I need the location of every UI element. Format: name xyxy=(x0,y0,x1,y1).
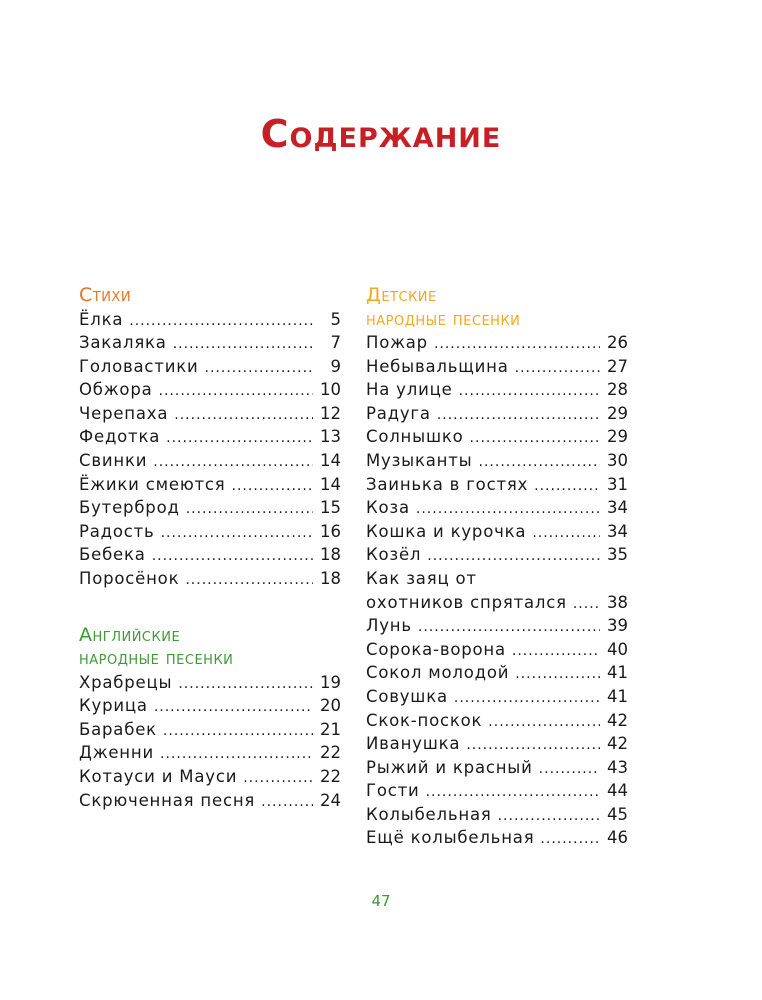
entry-page: 15 xyxy=(320,498,341,518)
toc-entry[interactable] xyxy=(79,741,341,765)
toc-entry[interactable] xyxy=(79,718,341,742)
toc-entry[interactable] xyxy=(79,402,341,426)
entry-page: 13 xyxy=(320,427,341,447)
dot-leader xyxy=(178,673,313,697)
entry-page: 19 xyxy=(320,672,341,692)
entry-page: 26 xyxy=(607,333,628,352)
toc-entry[interactable] xyxy=(79,449,341,473)
entry-title: охотников спрятался xyxy=(366,592,567,612)
toc-entry[interactable] xyxy=(79,308,341,332)
entry-title: Кошка и курочка xyxy=(366,521,527,541)
entry-title: Дженни xyxy=(79,743,155,763)
dot-leader xyxy=(186,498,313,522)
dot-leader xyxy=(159,380,313,404)
entry-title: Заинька в гостях xyxy=(366,474,529,494)
dot-leader xyxy=(416,498,600,522)
entry-page: 29 xyxy=(607,403,628,423)
entry-page: 35 xyxy=(607,545,628,565)
dot-leader xyxy=(434,333,600,357)
entry-title: Обжора xyxy=(79,380,153,400)
dot-leader xyxy=(466,734,600,758)
dot-leader xyxy=(437,404,600,428)
toc-entry[interactable] xyxy=(366,449,628,473)
toc-entry[interactable] xyxy=(79,671,341,695)
section-title-line: народные песенки xyxy=(366,307,521,330)
entry-title: Ещё колыбельная xyxy=(366,828,535,848)
toc-entry[interactable] xyxy=(366,473,628,497)
section-title-line: народные песенки xyxy=(79,647,234,670)
entry-page: 20 xyxy=(320,696,341,716)
entry-page: 38 xyxy=(607,592,628,612)
toc-entry[interactable] xyxy=(366,661,628,685)
section-title-english-songs xyxy=(79,624,341,671)
entry-title: Сорока-ворона xyxy=(366,639,506,659)
page-number: 47 xyxy=(371,892,391,910)
entry-title: Ёлка xyxy=(79,309,124,329)
entry-title: На улице xyxy=(366,380,453,400)
toc-entry[interactable] xyxy=(366,355,628,379)
dot-leader xyxy=(152,545,313,569)
dot-leader xyxy=(426,781,600,805)
toc-entry[interactable] xyxy=(79,355,341,379)
entry-title: Лунь xyxy=(366,616,412,636)
entry-title: Храбрецы xyxy=(79,672,173,692)
dot-leader xyxy=(163,720,313,744)
entry-page: 21 xyxy=(320,719,341,739)
entry-page: 10 xyxy=(320,380,341,400)
toc-entry[interactable] xyxy=(366,826,628,850)
dot-leader xyxy=(515,663,600,687)
toc-entry[interactable] xyxy=(79,331,341,355)
dot-leader xyxy=(540,828,600,852)
dot-leader xyxy=(515,357,600,381)
dot-leader xyxy=(573,593,600,617)
dot-leader xyxy=(205,357,313,381)
dot-leader xyxy=(479,451,600,475)
dot-leader xyxy=(454,687,600,711)
dot-leader xyxy=(488,711,600,735)
dot-leader xyxy=(470,427,600,451)
entry-title: Закаляка xyxy=(79,333,167,353)
toc-entry[interactable] xyxy=(366,496,628,520)
entry-page: 12 xyxy=(320,403,341,423)
toc-entry[interactable] xyxy=(366,520,628,544)
dot-leader xyxy=(129,310,313,334)
entry-page: 42 xyxy=(607,734,628,754)
toc-entry[interactable] xyxy=(366,732,628,756)
toc-entry[interactable] xyxy=(366,402,628,426)
entry-title: Пожар xyxy=(366,333,428,352)
entry-title: Как заяц от xyxy=(366,568,477,588)
toc-entry[interactable] xyxy=(79,378,341,402)
entry-title: Свинки xyxy=(79,451,148,471)
toc-entry[interactable] xyxy=(79,789,341,813)
toc-list-english-songs xyxy=(79,671,341,813)
section-title-line: Английские xyxy=(79,623,181,646)
dot-leader xyxy=(459,380,600,404)
dot-leader xyxy=(261,791,313,815)
entry-page: 22 xyxy=(320,767,341,786)
entry-page: 9 xyxy=(330,356,341,376)
toc-list-russian-songs xyxy=(366,331,628,850)
toc-left-column xyxy=(79,284,341,812)
entry-page: 5 xyxy=(330,309,341,329)
toc-entry[interactable] xyxy=(79,543,341,567)
toc-entry[interactable] xyxy=(366,378,628,402)
dot-leader xyxy=(185,569,313,593)
dot-leader xyxy=(534,475,600,499)
entry-title: Котауси и Мауси xyxy=(79,767,238,786)
entry-page: 18 xyxy=(320,569,341,589)
toc-entry[interactable] xyxy=(366,638,628,662)
entry-page: 27 xyxy=(607,356,628,376)
dot-leader xyxy=(512,640,600,664)
entry-page: 16 xyxy=(320,521,341,541)
entry-page: 7 xyxy=(330,333,341,353)
dot-leader xyxy=(232,475,313,499)
dot-leader xyxy=(160,743,313,767)
dot-leader xyxy=(153,451,313,475)
section-title-russian-songs xyxy=(366,284,628,331)
entry-page: 28 xyxy=(607,380,628,400)
entry-page: 29 xyxy=(607,427,628,447)
toc-entry[interactable] xyxy=(366,567,628,614)
entry-title: Небывальщина xyxy=(366,356,509,376)
entry-title: Солнышко xyxy=(366,427,464,447)
entry-title: Гости xyxy=(366,781,420,801)
entry-title: Скрюченная песня xyxy=(79,790,256,810)
toc-entry[interactable] xyxy=(79,425,341,449)
entry-title: Коза xyxy=(366,498,410,518)
dot-leader xyxy=(418,616,600,640)
entry-title: Сокол молодой xyxy=(366,663,510,683)
entry-page: 31 xyxy=(607,474,628,494)
section-title-line: Детские xyxy=(366,284,437,306)
dot-leader xyxy=(427,545,600,569)
section-title-line: Стихи xyxy=(79,284,132,306)
dot-leader xyxy=(498,805,600,829)
toc-entry[interactable] xyxy=(366,543,628,567)
toc-entry[interactable] xyxy=(366,685,628,709)
entry-page: 42 xyxy=(607,710,628,730)
entry-page: 45 xyxy=(607,804,628,824)
entry-title: Барабек xyxy=(79,719,157,739)
entry-page: 34 xyxy=(607,521,628,541)
entry-page: 43 xyxy=(607,757,628,777)
toc-list-stikhi xyxy=(79,308,341,591)
dot-leader xyxy=(161,522,313,546)
toc-entry[interactable] xyxy=(366,614,628,638)
entry-title: Поросёнок xyxy=(79,569,180,589)
entry-page: 24 xyxy=(320,790,341,810)
entry-title: Федотка xyxy=(79,427,161,447)
entry-title: Головастики xyxy=(79,356,199,376)
toc-entry[interactable] xyxy=(79,567,341,591)
entry-page: 14 xyxy=(320,474,341,494)
dot-leader xyxy=(243,767,313,791)
entry-title: Бутерброд xyxy=(79,498,180,518)
dot-leader xyxy=(539,758,600,782)
entry-title: Курица xyxy=(79,696,148,716)
entry-title: Козёл xyxy=(366,545,422,565)
entry-page: 41 xyxy=(607,663,628,683)
toc-entry[interactable] xyxy=(366,779,628,803)
entry-page: 30 xyxy=(607,450,628,470)
entry-title: Бебека xyxy=(79,545,146,565)
toc-entry[interactable] xyxy=(366,756,628,780)
entry-title: Иванушка xyxy=(366,734,461,754)
toc-entry[interactable] xyxy=(366,803,628,827)
entry-title: Радуга xyxy=(366,403,431,423)
entry-page: 22 xyxy=(320,743,341,763)
entry-page: 39 xyxy=(607,616,628,636)
toc-entry[interactable] xyxy=(79,520,341,544)
toc-entry[interactable] xyxy=(366,331,628,355)
dot-leader xyxy=(174,404,313,428)
section-title-stikhi xyxy=(79,284,341,308)
section-spacer xyxy=(79,591,341,624)
entry-title: Совушка xyxy=(366,686,448,706)
dot-leader xyxy=(532,522,600,546)
entry-page: 40 xyxy=(607,639,628,659)
toc-entry[interactable] xyxy=(366,425,628,449)
toc-right-column xyxy=(366,284,628,850)
entry-title: Черепаха xyxy=(79,403,169,423)
toc-entry[interactable] xyxy=(79,765,341,789)
entry-title: Рыжий и красный xyxy=(366,757,533,777)
entry-title: Колыбельная xyxy=(366,804,492,824)
toc-entry[interactable] xyxy=(79,473,341,497)
entry-page: 46 xyxy=(607,828,628,848)
entry-title: Музыканты xyxy=(366,450,473,470)
entry-title: Скок-поскок xyxy=(366,710,483,730)
entry-title: Ёжики смеются xyxy=(79,474,226,494)
toc-entry[interactable] xyxy=(79,496,341,520)
toc-entry[interactable] xyxy=(79,694,341,718)
entry-page: 14 xyxy=(320,451,341,471)
toc-entry[interactable] xyxy=(366,709,628,733)
entry-page: 44 xyxy=(607,781,628,801)
entry-page: 18 xyxy=(320,545,341,565)
dot-leader xyxy=(173,333,313,357)
page-title: Содержание xyxy=(260,112,502,156)
dot-leader xyxy=(154,696,313,720)
entry-title: Радость xyxy=(79,521,155,541)
entry-page: 34 xyxy=(607,498,628,518)
dot-leader xyxy=(166,427,313,451)
entry-page: 41 xyxy=(607,686,628,706)
